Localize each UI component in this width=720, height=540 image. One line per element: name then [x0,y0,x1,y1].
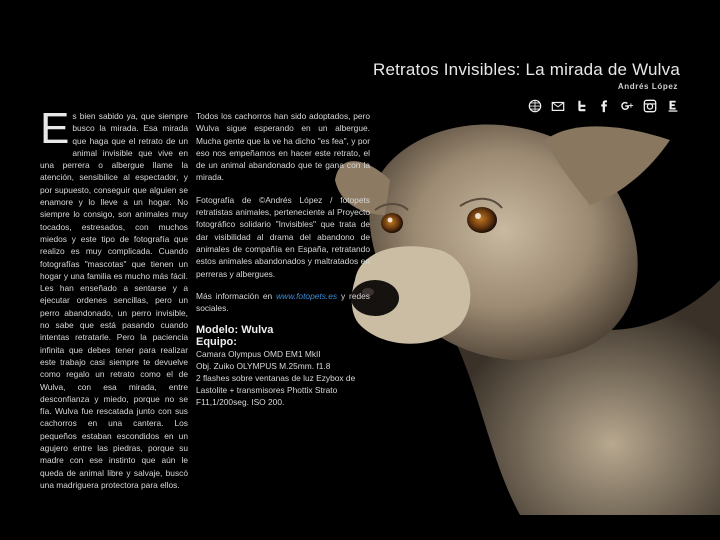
drop-cap: E [40,104,70,153]
equipment-specs [196,348,370,408]
equipment-heading: Equipo: [196,336,237,349]
spec-line: F11,1/200seg. ISO 200. [196,397,285,408]
facebook-icon[interactable] [596,98,611,113]
more-info-tail: y redes sociales. [196,290,370,314]
article-title: Retratos Invisibles: La mirada de Wulva [372,60,680,79]
spec-line: Camara Olympus OMD EM1 MkII [196,349,321,360]
instagram-icon[interactable] [642,98,657,113]
social-icons [527,98,680,113]
paragraph-adoption: Todos los cachorros han sido adoptados, pero Wulva sigue esperando en un albergue. Mucha gente que la ve ha dicho "es fea", y por eso nos empeñamos en hacer este retrato, el de un animal abandonado que te gana con la mirada. [196,111,370,183]
article-column-2 [196,110,370,408]
more-info-text: Más información en [196,290,277,301]
spec-line: Obj. Zuiko OLYMPUS M.25mm. f1.8 [196,361,331,372]
web-icon[interactable] [527,98,542,113]
google-plus-icon[interactable] [619,98,634,113]
intro-text: s bien sabido ya, que siempre busco la mirada. Esa mirada que haga que el retrato de un animal invisible que vive en una perrera o albergue llame la atención, sensibilice al espectador, y por supuesto, conseguir que alguien se enamore y lo lleve a un hogar. No siempre lo consigo, son animales muy tocados, estresados, con muchos miedos y este tipo de fotografía que realizo es muy complicada. Cuando fotografías "mascotas" que tienen un hogar y una familia es mucho más fácil. Les han enseñado a sentarse y a ejecutar ordenes sencillas, pero un perro abandonado, un perro invisible, no sabe que está pasando cuando intentas retratarle. Pero la paciencia infinita que debes tener para realizar este trabajo casi siempre te devuelve como regalo un retrato como el de Wulva, con esa mirada, entre desconfianza y miedo, porque no se fía. Wulva fue rescatada junto con sus cachorros en una cantera. Los pequeños estaban escondidos en un agujero entre las piedras, porque su madre con ese instinto que aún le queda de animal libre y salvaje, buscó una madriguera protectora para ellos. [40,111,188,490]
website-link[interactable]: www.fotopets.es [276,290,338,301]
link-icon[interactable] [665,98,680,113]
mail-icon[interactable] [550,98,565,113]
paragraph-credits: Fotografía de ©Andrés López / fotopets retratistas animales, perteneciente al Proyecto fotográfico solidario "Invisibles" que trata de dar visibilidad al drama del abandono de animales de compañía en España, retratando estos animales abandonados y maltratados en perreras y albergues. [196,194,370,279]
article-column-1 [40,104,188,501]
magazine-page [0,30,720,515]
spec-line: 2 flashes sobre ventanas de luz Ezybox de Lastolite + transmisores Phottix Strato [196,373,356,396]
model-heading: Modelo: Wulva [196,324,274,337]
article-author: Andrés López [617,82,678,91]
paragraph-more-info [196,290,370,315]
twitter-icon[interactable] [573,98,588,113]
intro-paragraph [40,104,188,491]
